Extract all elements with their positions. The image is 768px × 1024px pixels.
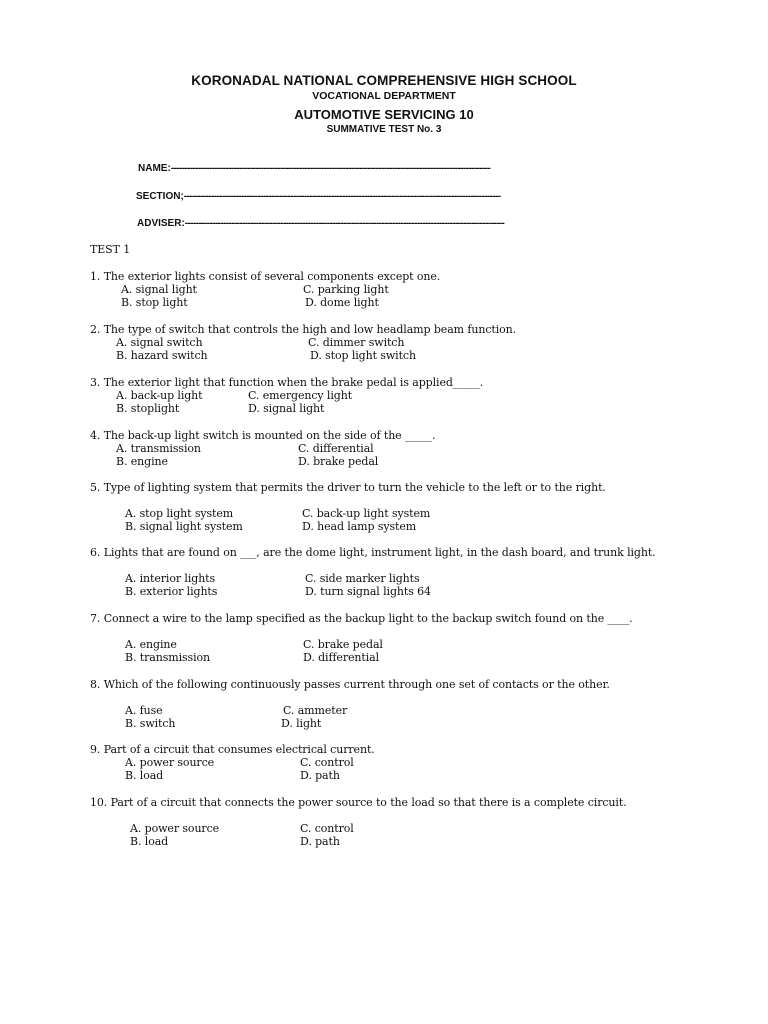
option-b: B. engine bbox=[116, 455, 168, 468]
question-stem: 5. Type of lighting system that permits the driver to turn the vehicle to the left or to the right. bbox=[90, 481, 606, 494]
option-a: A. signal switch bbox=[116, 336, 203, 349]
question-item bbox=[0, 481, 768, 541]
option-c: C. control bbox=[300, 822, 354, 835]
test-title: TEST 1 bbox=[90, 243, 131, 256]
question-stem: 6. Lights that are found on ___, are the dome light, instrument light, in the dash board, and trunk light. bbox=[90, 546, 656, 559]
adviser-field bbox=[137, 218, 637, 229]
option-a: A. fuse bbox=[125, 704, 163, 717]
option-c: C. control bbox=[300, 756, 354, 769]
option-d: D. light bbox=[281, 717, 322, 730]
department-name: VOCATIONAL DEPARTMENT bbox=[312, 90, 456, 102]
option-a: A. transmission bbox=[116, 442, 201, 455]
option-b: B. exterior lights bbox=[125, 585, 218, 598]
school-name: KORONADAL NATIONAL COMPREHENSIVE HIGH SCHOOL bbox=[191, 73, 577, 88]
question-item bbox=[0, 743, 768, 803]
option-d: D. path bbox=[300, 769, 340, 782]
option-b: B. load bbox=[125, 769, 164, 782]
option-c: C. back-up light system bbox=[302, 507, 431, 520]
option-c: C. differential bbox=[298, 442, 374, 455]
option-a: A. engine bbox=[125, 638, 177, 651]
option-d: D. dome light bbox=[305, 296, 379, 309]
test-number: SUMMATIVE TEST No. 3 bbox=[326, 124, 442, 135]
option-a: A. interior lights bbox=[125, 572, 216, 585]
option-d: D. path bbox=[300, 835, 340, 848]
question-item bbox=[0, 796, 768, 856]
name-field bbox=[138, 163, 638, 174]
option-a: A. stop light system bbox=[125, 507, 234, 520]
question-item bbox=[0, 612, 768, 672]
section-field bbox=[136, 191, 636, 202]
option-b: B. stoplight bbox=[116, 402, 180, 415]
option-d: D. head lamp system bbox=[302, 520, 417, 533]
option-d: D. brake pedal bbox=[298, 455, 379, 468]
question-stem: 3. The exterior light that function when the brake pedal is applied_____. bbox=[90, 376, 484, 389]
option-c: C. brake pedal bbox=[303, 638, 383, 651]
question-item bbox=[0, 270, 768, 330]
subject-title: AUTOMOTIVE SERVICING 10 bbox=[294, 107, 474, 122]
option-d: D. stop light switch bbox=[310, 349, 416, 362]
question-stem: 8. Which of the following continuously passes current through one set of contacts or the other. bbox=[90, 678, 610, 691]
section-line: -------------------------------------------------------------------------------------------------------------------- bbox=[183, 191, 501, 202]
option-b: B. signal light system bbox=[125, 520, 243, 533]
option-d: D. signal light bbox=[248, 402, 325, 415]
question-stem: 4. The back-up light switch is mounted on the side of the _____. bbox=[90, 429, 436, 442]
option-d: D. differential bbox=[303, 651, 379, 664]
option-a: A. power source bbox=[125, 756, 215, 769]
question-item bbox=[0, 678, 768, 738]
question-item bbox=[0, 546, 768, 606]
option-b: B. switch bbox=[125, 717, 176, 730]
section-label: SECTION; bbox=[136, 191, 184, 202]
question-stem: 1. The exterior lights consist of several components except one. bbox=[90, 270, 441, 283]
option-b: B. hazard switch bbox=[116, 349, 208, 362]
adviser-label: ADVISER: bbox=[137, 218, 185, 229]
name-label: NAME: bbox=[138, 163, 171, 174]
question-stem: 7. Connect a wire to the lamp specified as the backup light to the backup switch found on the ____. bbox=[90, 612, 633, 625]
option-a: A. power source bbox=[130, 822, 220, 835]
option-d: D. turn signal lights 64 bbox=[305, 585, 431, 598]
adviser-line: --------------------------------------------------------------------------------------------------------------------- bbox=[184, 218, 505, 229]
question-item bbox=[0, 323, 768, 383]
option-c: C. ammeter bbox=[283, 704, 348, 717]
option-a: A. back-up light bbox=[116, 389, 203, 402]
option-b: B. load bbox=[130, 835, 169, 848]
option-c: C. emergency light bbox=[248, 389, 353, 402]
option-c: C. dimmer switch bbox=[308, 336, 405, 349]
option-a: A. signal light bbox=[121, 283, 197, 296]
option-b: B. stop light bbox=[121, 296, 188, 309]
option-c: C. parking light bbox=[303, 283, 389, 296]
option-b: B. transmission bbox=[125, 651, 211, 664]
question-stem: 10. Part of a circuit that connects the power source to the load so that there is a complete circuit. bbox=[90, 796, 627, 809]
option-c: C. side marker lights bbox=[305, 572, 420, 585]
question-item bbox=[0, 376, 768, 436]
name-line: --------------------------------------------------------------------------------------------------------------------- bbox=[170, 163, 491, 174]
question-item bbox=[0, 429, 768, 489]
question-stem: 2. The type of switch that controls the high and low headlamp beam function. bbox=[90, 323, 517, 336]
question-stem: 9. Part of a circuit that consumes electrical current. bbox=[90, 743, 375, 756]
